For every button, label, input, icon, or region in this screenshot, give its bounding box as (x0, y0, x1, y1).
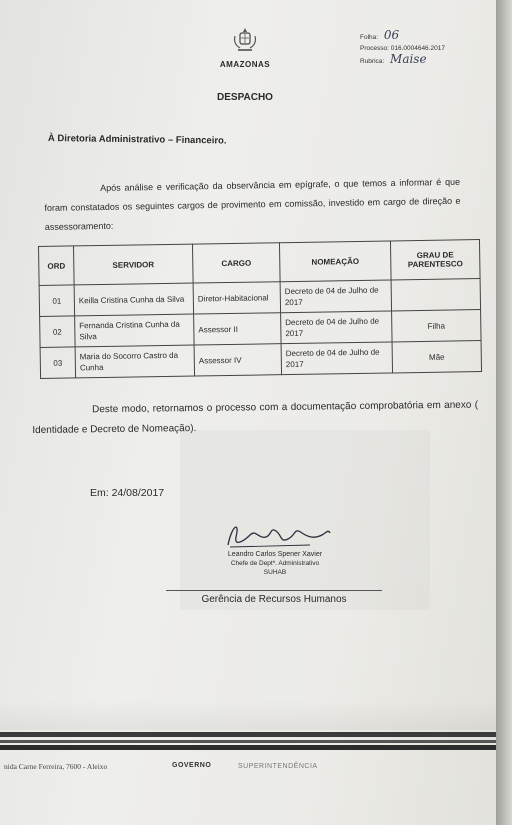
cell-grau: Filha (392, 310, 481, 342)
cell-servidor: Keilla Cristina Cunha da Silva (74, 283, 193, 316)
fold-shadow (0, 700, 500, 730)
signer-org: SUHAB (263, 569, 287, 576)
cell-servidor: Fernanda Cristina Cunha da Silva (75, 314, 194, 347)
state-name: AMAZONAS (219, 60, 271, 69)
cell-nomeacao: Decreto de 04 de Julho de 2017 (280, 280, 391, 313)
addressee-text: À Diretoria Administrativo – Financeiro. (47, 133, 227, 147)
cell-cargo: Assessor II (194, 313, 281, 345)
cell-nomeacao: Decreto de 04 de Julho de 2017 (281, 311, 392, 344)
signer-role: Chefe de Deptº. Administrativo (230, 560, 320, 567)
cell-ord: 03 (40, 347, 75, 379)
handwritten-signature-icon (210, 515, 340, 555)
positions-table-wrap (38, 239, 482, 379)
cell-grau: Mãe (392, 341, 481, 373)
stamp-processo-label: Processo: (360, 45, 389, 52)
closing-paragraph: Deste modo, retornamos o processo com a documentação comprobatória em anexo ( Identidade e Decreto de Nomeação). (32, 399, 479, 436)
cell-cargo: Assessor IV (194, 344, 281, 376)
stamp-processo-value: 016.0004646.2017 (390, 45, 445, 52)
header-servidor: SERVIDOR (74, 244, 194, 285)
cell-ord: 01 (39, 285, 74, 317)
header-ord: ORD (39, 246, 75, 286)
stamp-rubrica-label: Rubrica: (360, 58, 385, 65)
department-name: Gerência de Recursos Humanos (201, 594, 347, 605)
protocol-stamp (360, 30, 445, 67)
coat-of-arms-icon (232, 26, 258, 54)
cell-grau (391, 279, 480, 311)
footer-logo: GOVERNO (172, 762, 212, 769)
paper-edge-shadow (496, 0, 512, 825)
stamp-folha-value: 06 (383, 28, 400, 42)
cell-nomeacao: Decreto de 04 de Julho de 2017 (281, 342, 392, 375)
document-title: DESPACHO (217, 92, 273, 103)
signer-block (200, 550, 350, 577)
stamp-folha-label: Folha: (360, 34, 379, 41)
stamp-rubrica (360, 54, 445, 67)
header-grau-parentesco: GRAU DE PARENTESCO (390, 240, 480, 280)
positions-table (38, 239, 482, 379)
signer-name: Leandro Carlos Spener Xavier (227, 551, 323, 558)
cell-ord: 02 (40, 316, 75, 348)
footer-stripes (0, 732, 500, 752)
table-row (40, 341, 481, 379)
header-cargo: CARGO (192, 243, 280, 283)
header-nomeacao: NOMEAÇÃO (279, 241, 391, 282)
addressee (48, 133, 227, 146)
cell-cargo: Diretor-Habitacional (193, 282, 280, 314)
intro-paragraph: Após análise e verificação da observância em epígrafe, o que temos a informar é que foram constatados os seguintes cargos de provimento em comissão, investido em cargo de direção e assessoramento: (44, 176, 461, 232)
footer-address: nida Carne Ferreira, 7600 - Aleixo (4, 762, 108, 771)
stamp-rubrica-value: Maise (390, 52, 427, 66)
stamp-folha (360, 30, 445, 43)
signature-divider (166, 590, 382, 591)
document-date: Em: 24/08/2017 (90, 487, 165, 499)
footer-superintendencia: SUPERINTENDÊNCIA (238, 763, 318, 770)
cell-servidor: Maria do Socorro Castro da Cunha (75, 345, 194, 378)
